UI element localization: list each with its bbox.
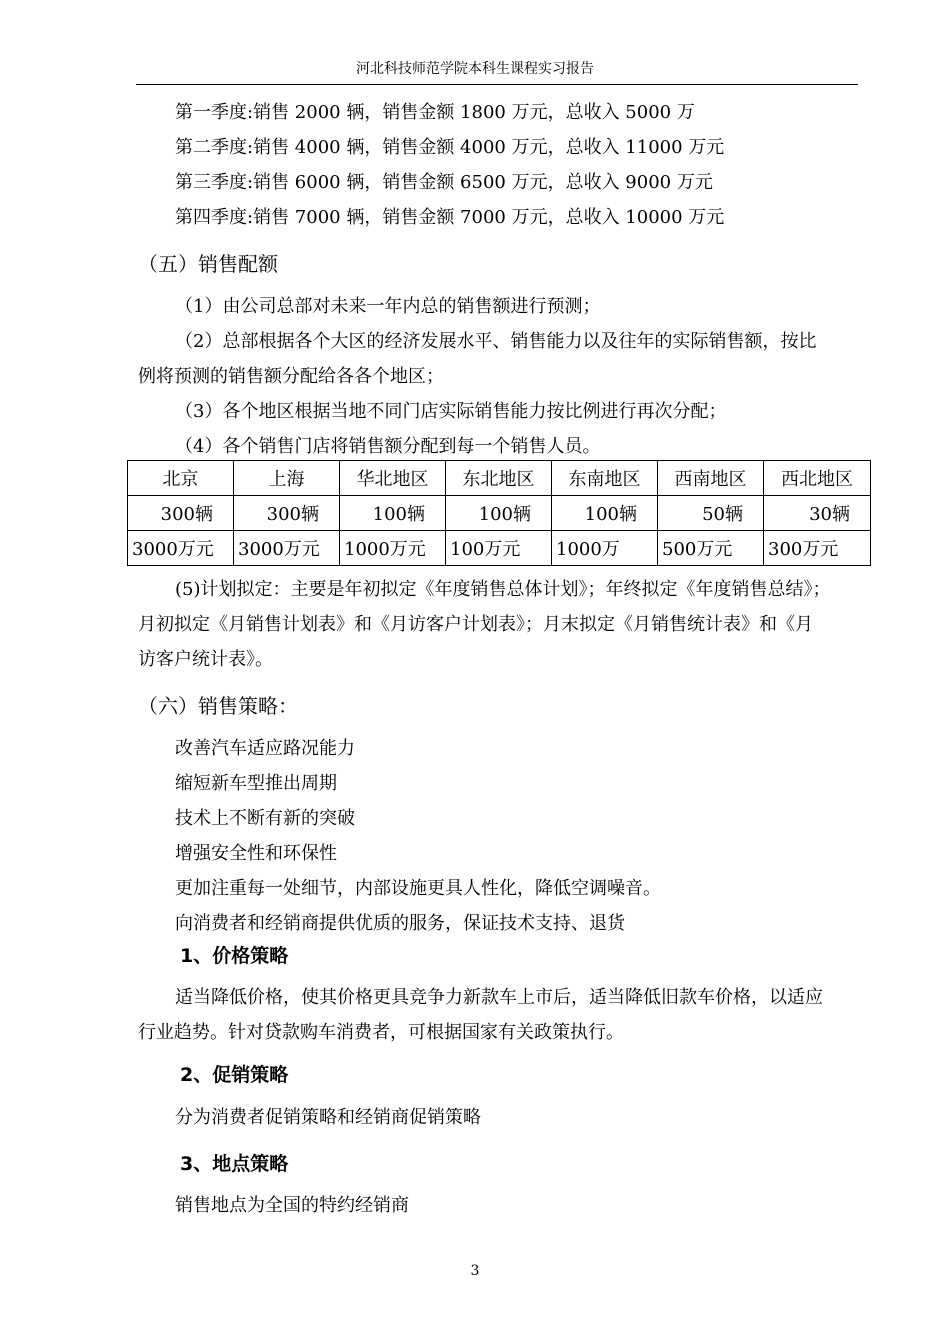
report-header: 河北科技师范学院本科生课程实习报告 — [356, 61, 594, 77]
region-cell: 东北地区 — [446, 461, 552, 496]
table-row — [128, 461, 871, 496]
page-number: 3 — [470, 1263, 480, 1279]
quota-step-2-line-1: （2）总部根据各个大区的经济发展水平、销售能力以及往年的实际销售额，按比 — [175, 331, 817, 352]
amount-cell: 100万元 — [446, 531, 552, 566]
plan-line-2: 月初拟定《月销售计划表》和《月访客户计划表》；月末拟定《月销售统计表》和《月 — [138, 614, 813, 635]
region-cell: 西南地区 — [658, 461, 764, 496]
quota-table — [127, 460, 871, 566]
region-cell: 东南地区 — [552, 461, 658, 496]
strategy-item: 更加注重每一处细节，内部设施更具人性化，降低空调噪音。 — [175, 878, 661, 899]
promo-strategy-text: 分为消费者促销策略和经销商促销策略 — [175, 1107, 481, 1128]
place-strategy-text: 销售地点为全国的特约经销商 — [175, 1195, 409, 1216]
plan-line-1: (5)计划拟定：主要是年初拟定《年度销售总体计划》；年终拟定《年度销售总结》； — [175, 579, 831, 600]
price-strategy-title: 1、价格策略 — [180, 945, 289, 967]
price-strategy-line-1: 适当降低价格，使其价格更具竞争力新款车上市后，适当降低旧款车价格，以适应 — [175, 987, 823, 1008]
region-cell: 上海 — [234, 461, 340, 496]
section-6-title: （六）销售策略： — [138, 694, 298, 718]
quantity-cell: 30辆 — [764, 496, 871, 531]
table-row — [128, 531, 871, 566]
quantity-cell: 300辆 — [128, 496, 234, 531]
section-5-title: （五）销售配额 — [138, 252, 278, 276]
strategy-item: 增强安全性和环保性 — [175, 843, 337, 864]
quarter-2-line: 第二季度:销售 4000 辆，销售金额 4000 万元，总收入 11000 万元 — [175, 137, 725, 158]
amount-cell: 3000万元 — [128, 531, 234, 566]
amount-cell: 1000万 — [552, 531, 658, 566]
amount-cell: 1000万元 — [340, 531, 446, 566]
region-cell: 北京 — [128, 461, 234, 496]
quarter-1-line: 第一季度:销售 2000 辆，销售金额 1800 万元，总收入 5000 万 — [175, 102, 695, 123]
plan-line-3: 访客户统计表》。 — [138, 649, 273, 670]
quantity-cell: 100辆 — [552, 496, 658, 531]
quantity-cell: 300辆 — [234, 496, 340, 531]
strategy-item: 改善汽车适应路况能力 — [175, 738, 355, 759]
amount-cell: 500万元 — [658, 531, 764, 566]
quantity-cell: 50辆 — [658, 496, 764, 531]
quantity-cell: 100辆 — [446, 496, 552, 531]
amount-cell: 3000万元 — [234, 531, 340, 566]
place-strategy-title: 3、地点策略 — [180, 1153, 289, 1175]
quota-step-4: （4）各个销售门店将销售额分配到每一个销售人员。 — [175, 436, 601, 457]
quarter-4-line: 第四季度:销售 7000 辆，销售金额 7000 万元，总收入 10000 万元 — [175, 207, 725, 228]
table-row — [128, 496, 871, 531]
promo-strategy-title: 2、促销策略 — [180, 1064, 289, 1086]
amount-cell: 300万元 — [764, 531, 871, 566]
quota-step-2-line-2: 例将预测的销售额分配给各各个地区； — [138, 366, 444, 387]
strategy-item: 技术上不断有新的突破 — [175, 808, 355, 829]
region-cell: 西北地区 — [764, 461, 871, 496]
region-cell: 华北地区 — [340, 461, 446, 496]
quota-step-1: （1）由公司总部对未来一年内总的销售额进行预测； — [175, 296, 601, 317]
quota-step-3: （3）各个地区根据当地不同门店实际销售能力按比例进行再次分配； — [175, 401, 727, 422]
quantity-cell: 100辆 — [340, 496, 446, 531]
header-divider — [136, 84, 858, 85]
strategy-item: 向消费者和经销商提供优质的服务，保证技术支持、退货 — [175, 913, 625, 934]
price-strategy-line-2: 行业趋势。针对贷款购车消费者，可根据国家有关政策执行。 — [138, 1022, 624, 1043]
quarter-3-line: 第三季度:销售 6000 辆，销售金额 6500 万元，总收入 9000 万元 — [175, 172, 713, 193]
strategy-item: 缩短新车型推出周期 — [175, 773, 337, 794]
